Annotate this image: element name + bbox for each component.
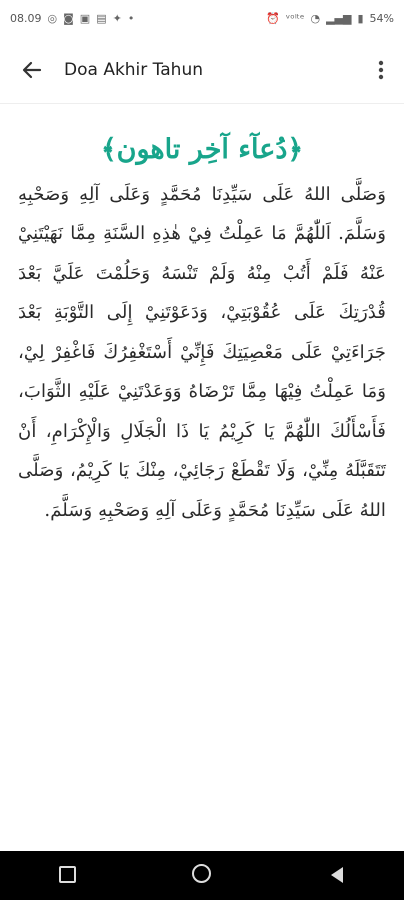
home-button[interactable] (172, 864, 232, 888)
battery-icon: ▮ (357, 11, 364, 25)
status-right (266, 12, 394, 25)
recents-square-icon (59, 866, 76, 883)
instagram-icon: ◙ (63, 11, 74, 25)
back-triangle-icon (331, 867, 343, 883)
shopping-bag-icon: ▤ (96, 11, 107, 25)
system-back-button[interactable] (307, 864, 367, 888)
system-nav-bar (0, 851, 404, 900)
status-bar (0, 0, 404, 36)
prayer-heading: ﴿دُعآء آخِر تاهون﴾ (100, 134, 304, 165)
prayer-text: وَصَلَّى اللهُ عَلَى سَيِّدِنَا مُحَمَّدٍ وَعَلَى آلِهِ وَصَحْبِهِ وَسَلَّمَ. اَللّٰهُمَّ مَا عَمِلْتُ فِيْ هٰذِهِ السَّنَةِ مِمَّا نَهَيْتَنِيْ عَنْهُ فَلَمْ أَتُبْ مِنْهُ وَلَمْ تَنْسَهُ وَحَلُمْتَ عَلَيَّ بَعْدَ قُدْرَتِكَ عَلَى عُقُوْبَتِيْ، وَدَعَوْتَنِيْ إِلَى التَّوْبَةِ بَعْدَ جَرَاءَتِيْ عَلَى مَعْصِيَتِكَ فَإِنِّيْ أَسْتَغْفِرُكَ فَاغْفِرْ لِيْ، وَمَا عَمِلْتُ فِيْهَا مِمَّا تَرْضَاهُ وَوَعَدْتَنِيْ عَلَيْهِ الثَّوَابَ، فَأَسْأَلُكَ اللّٰهُمَّ يَا كَرِيْمُ يَا ذَا الْجَلَالِ وَالْإِكْرَامِ، أَنْ تَتَقَبَّلَهُ مِنِّيْ، وَلَا تَقْطَعْ رَجَائِيْ، مِنْكَ يَا كَرِيْمُ، وَصَلَّى اللهُ عَلَى سَيِّدِنَا مُحَمَّدٍ وَعَلَى آلِهِ وَصَحْبِهِ وَسَلَّمَ. (18, 183, 386, 521)
more-options-button[interactable] (358, 36, 404, 104)
whatsapp-icon: ◎ (47, 11, 58, 25)
status-left (10, 12, 134, 25)
battery-level: 54% (369, 11, 394, 25)
arrow-left-icon (22, 60, 42, 80)
status-time: 08.09 (10, 11, 42, 25)
app-bar (0, 36, 404, 104)
volte-icon: ᵛᵒˡᵗᵉ (285, 11, 305, 25)
wifi-icon: ◔ (310, 11, 321, 25)
home-circle-icon (192, 864, 211, 883)
more-vert-icon (378, 60, 384, 80)
briefcase-icon: ▣ (79, 11, 91, 25)
twitter-icon: ✦ (112, 11, 122, 25)
alarm-icon: ⏰ (265, 11, 280, 25)
dot-icon: • (127, 11, 135, 25)
signal-icon: ▂▄▆ (326, 11, 352, 25)
recents-button[interactable] (37, 864, 97, 888)
page-title: Doa Akhir Tahun (64, 59, 203, 80)
back-button[interactable] (0, 36, 64, 104)
prayer-content[interactable] (0, 105, 404, 850)
